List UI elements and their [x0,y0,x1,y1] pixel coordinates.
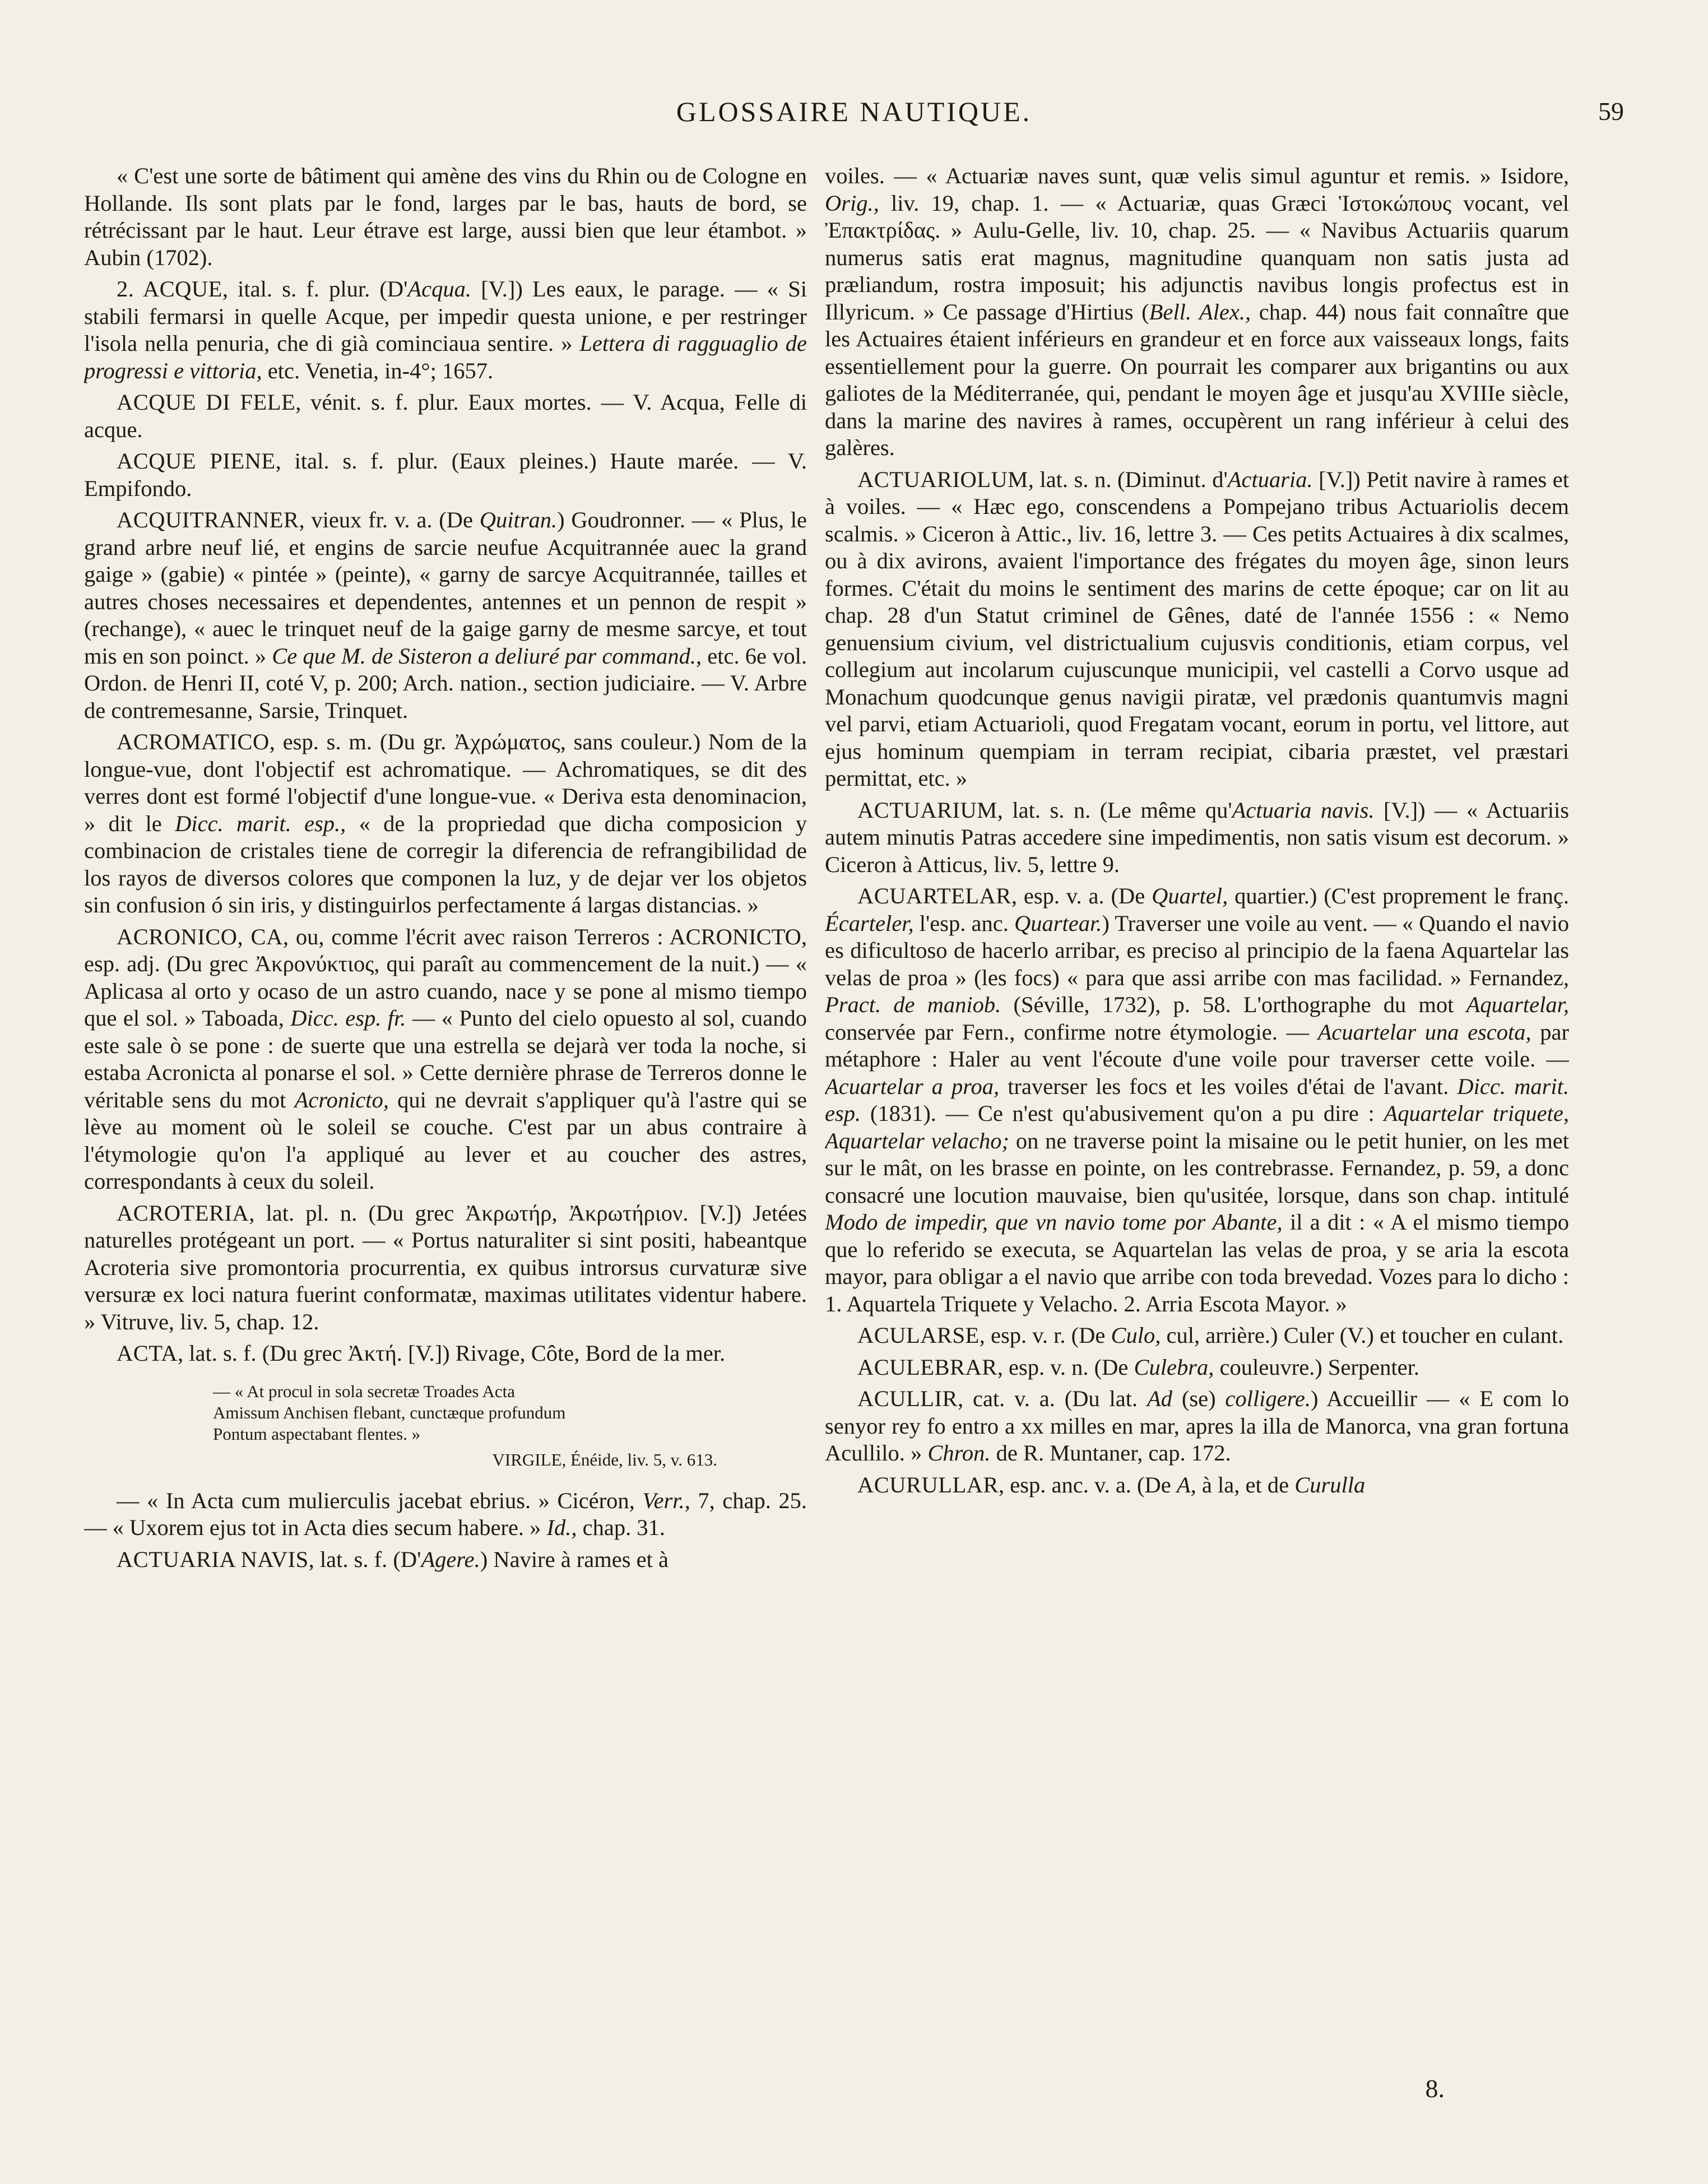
entry-actuaria-navis [84,1546,807,1574]
entry-acque [84,276,807,384]
entry-text: qui ne devrait s'appliquer qu'à l'astre qui se lève au moment où le soleil se couche. C'est par un abus contraire à l'étymologie qu'on l'a appliqué au lever et au coucher des astres, correspondants à ceux du soleil. [84,1087,807,1194]
entry-headword: ACQUE PIENE [117,448,276,474]
entry-continuation [84,163,807,271]
entry-text: « de la propriedad que dicha composicion y combinacion de cristales tiene de corregir la diferencia de refrangibilidad de los rayos de diversos colores que componen la luz, y de dejar ver los objetos sin confusion ó sin iris, y distinguirlos perfectamente á largas distancias. » [84,810,807,917]
entry-italic: Modo de impedir, que vn navio tome por Abante, [825,1209,1283,1235]
entry-text: chap. 31. [577,1515,665,1540]
entry-italic: Ad [1147,1386,1172,1411]
entry-text: (1831). — Ce n'est qu'abusivement qu'on a pu dire : [861,1101,1384,1126]
left-column [84,163,807,2068]
entry-actuaria-navis-continued [825,163,1569,462]
entry-actuarium [825,797,1569,879]
entry-italic: Écarteler, [825,910,914,936]
entry-acque-di-fele [84,389,807,443]
entry-acronico [84,924,807,1195]
entry-italic: Verr., [642,1487,690,1513]
running-header [0,95,1708,140]
entry-headword: ACQUITRANNER [117,507,299,532]
entry-italic: Quartear. [1014,910,1102,936]
entry-text: , lat. s. n. (Le même qu' [997,797,1232,823]
entry-headword: ACTA [117,1341,178,1366]
entry-italic: Culebra, [1134,1354,1214,1380]
entry-italic: Actuaria. [1227,466,1313,492]
entry-text: on ne traverse point la misaine ou le petit hunier, on les met sur le mât, on les brasse en pointe, on les contrebrasse. Fernandez, p. 59, a donc consacré une locution mauvaise, bien qu'usitée, lorsque, dans son chap. intitulé [825,1128,1569,1208]
entry-text: , esp. v. a. (De [1011,883,1152,908]
entry-acquitranner [84,507,807,724]
entry-italic: A, [1176,1472,1196,1497]
verse-quotation [213,1381,717,1471]
entry-text: par métaphore : Haler au vent l'écoute d'une voile pour traverser cette voile. — [825,1019,1569,1072]
entry-text: il a dit : « A el mismo tiempo que lo referido se executa, se Aquartelan las velas de proa, y se aria la escota mayor, para obligar a el navio que arribe con toda brevedad. Vozes para lo dicho : 1. Aquartela Triquete y Velacho. 2. Arria Escota Mayor. » [825,1209,1569,1316]
entry-headword: ACULLIR [857,1386,958,1411]
entry-italic: Dicc. marit. esp., [175,810,346,836]
entry-italic: Culo, [1111,1323,1161,1348]
verse-source: VIRGILE, Énéide, liv. 5, v. 613. [492,1449,717,1469]
entry-text: , lat. s. n. (Diminut. d' [1028,466,1228,492]
entry-text: couleuvre.) Serpenter. [1214,1354,1419,1380]
entry-text: [V.]) — « Actuariis autem minutis Patras accedere sine impedimentis, non satis visum est decorum. » Ciceron à Atticus, liv. 5, lettre 9. [825,797,1569,877]
entry-italic: Aquartelar triquete, Aquartelar velacho; [825,1101,1569,1153]
entry-text: 7, chap. 25. — « Uxorem ejus tot in Acta dies secum habere. » [84,1487,807,1540]
entry-headword: ACTUARIA NAVIS [117,1546,309,1572]
entry-headword: ACTUARIOLUM [857,466,1028,492]
entry-text: chap. 44) nous fait connaître que les Actuaires étaient inférieurs en grandeur et en force aux vaisseaux longs, faits essentiellement pour la guerre. On pourrait les comparer aux brigantins ou aux galiotes de la Méditerranée, qui, pendant le moyen âge et jusqu'au XVIIIe siècle, dans la marine des navires à rames, occupèrent un rang inférieur à celui des galères. [825,299,1569,460]
entry-headword: ACQUE DI FELE [117,389,296,415]
entry-headword: ACROMATICO [117,729,270,754]
entry-headword: ACROTERIA [117,1200,249,1226]
entry-italic: Dicc. marit. esp. [825,1073,1569,1126]
entry-acurullar [825,1472,1569,1499]
entry-text: voiles. — « Actuariæ naves sunt, quæ velis simul aguntur et remis. » Isidore, [825,163,1569,188]
entry-italic: Id., [546,1515,577,1540]
entry-headword: ACUARTELAR [857,883,1011,908]
entry-text: , vénit. s. f. plur. Eaux mortes. — V. Acqua, Felle di acque. [84,389,807,442]
entry-italic: Ce que M. de Sisteron a deliuré par command., [272,643,702,669]
entry-acroteria [84,1200,807,1336]
entry-italic: Curulla [1294,1472,1366,1497]
entry-text: ) Traverser une voile au vent. — « Quando el navio es dificultoso de hacerlo arribar, es preciso al principio de la faena Aquartelar las velas de proa » (les focs) « para que assi arribe con mas facilidad. » Fernandez, [825,910,1569,990]
entry-text: , cat. v. a. (Du lat. [958,1386,1147,1411]
entry-text: ) Goudronner. — « Plus, le grand arbre neuf lié, et engins de sarcie neufue Acquitrannée auec la grand gaige » (gabie) « pintée » (peinte), « garny de sarcye Acquitrannée, tailles et autres choses necessaires et dependentes, antennes et un pennon de respit » (rechange), « auec le trinquet neuf de la gaige garny de mesme sarcye, et tout mis en son poinct. » [84,507,807,669]
entry-italic: Quartel, [1152,883,1228,908]
entry-italic: Acronicto, [294,1087,389,1112]
entry-text: « C'est une sorte de bâtiment qui amène des vins du Rhin ou de Cologne en Hollande. Ils sont plats par le fond, larges par le bas, hauts de bord, se rétrécissant par le haut. Leur étrave est large, aussi bien que leur étambot. » Aubin (1702). [84,163,807,270]
entry-text: , vieux fr. v. a. (De [299,507,480,532]
entry-text: l'esp. anc. [913,910,1015,936]
entry-italic: Aquartelar, [1466,992,1569,1017]
entry-text: etc. 6e vol. Ordon. de Henri II, coté V, p. 200; Arch. nation., section judiciaire. — V. Arbre de contremesanne, Sarsie, Trinquet. [84,643,807,723]
entry-text: ) Navire à rames et à [480,1546,669,1572]
entry-text: [V.]) Les eaux, le parage. — « Si stabili fermarsi in quelle Acque, per impedir questa unione, e per restringer l'isola nella penuria, che di già cominciaua sentire. » [84,276,807,356]
entry-text: etc. Venetia, in-4°; 1657. [262,358,494,383]
entry-text: de R. Muntaner, cap. 172. [990,1440,1231,1466]
entry-headword: ACULARSE [857,1323,980,1348]
entry-headword: ACULEBRAR [857,1354,997,1380]
entry-actuariolum [825,466,1569,792]
entry-text: , lat. pl. n. (Du grec Ἀκρωτήρ, Ἀκρωτήριον. [V.]) Jetées naturelles protégeant un port. — « Portus naturaliter si sint positi, habeantque Acroteria sive promontoria procurrentia, ex quibus introrsus curvaturæ sive versuræ ex loci natura fuerint conformatæ, maximas utilitates videntur habere. » Vitruve, liv. 5, chap. 12. [84,1200,807,1334]
entry-italic: Acuartelar una escota, [1317,1019,1531,1045]
entry-text: , ou, comme l'écrit avec raison Terreros : ACRONICTO, esp. adj. (Du grec Ἀκρονύκτιος, qui paraît au commencement de la nuit.) — « Aplicasa al orto y ocaso de un astro cuando, nace y se pone al mismo tiempo que el sol. » Taboada, [84,924,807,1031]
entry-italic: Pract. de maniob. [825,992,1001,1017]
entry-italic: Dicc. esp. fr. [290,1005,406,1031]
entry-headword: 2. ACQUE [117,276,222,302]
entry-acta [84,1340,807,1367]
entry-italic: Chron. [927,1440,991,1466]
entry-text: , ital. s. f. plur. (D' [222,276,408,302]
entry-text: (se) [1172,1386,1226,1411]
entry-text: ) Accueillir — « E com lo senyor rey fo entro a xx milles en mar, apres la illa de Manorca, vna gran fortuna Acullilo. » [825,1386,1569,1466]
entry-aculebrar [825,1354,1569,1381]
entry-headword: ACURULLAR [857,1472,999,1497]
entry-headword: ACRONICO, CA [117,924,283,949]
entry-italic: colligere. [1225,1386,1311,1411]
entry-acta-continued [84,1487,807,1542]
entry-text: liv. 19, chap. 1. — « Actuariæ, quas Græci Ἱστοκώπους vocant, vel Ἐπακτρίδας. » Aulu-Gelle, liv. 10, chap. 25. — « Navibus Actuariis quarum numerus satis erat magnus, magnitudine quanquam non satis justa ad præliandum, rostra imposuit; his adjunctis navibus longis profectus est in Illyricum. » Ce passage d'Hirtius ( [825,190,1569,324]
entry-text: — « In Acta cum mulierculis jacebat ebrius. » Cicéron, [117,1487,643,1513]
entry-text: , lat. s. f. (D' [308,1546,421,1572]
entry-acullir [825,1385,1569,1467]
entry-text: à la, et de [1196,1472,1295,1497]
entry-acuartelar [825,883,1569,1318]
entry-italic: Lettera di ragguaglio de progressi e vittoria, [84,331,807,383]
entry-text: , esp. s. m. (Du gr. Ἀχρώματος, sans couleur.) Nom de la longue-vue, dont l'objectif est achromatique. — Achromatiques, se dit des verres dont est formé l'objectif d'une longue-vue. « Deriva esta denominacion, » dit le [84,729,807,836]
entry-text: , esp. v. r. (De [979,1323,1111,1348]
signature-mark: 8. [1425,2074,1445,2103]
entry-acromatico [84,729,807,919]
entry-text: (Séville, 1732), p. 58. L'orthographe du mot [1001,992,1466,1017]
entry-text: , ital. s. f. plur. (Eaux pleines.) Haute marée. — V. Empifondo. [84,448,807,501]
verse-line: Pontum aspectabant flentes. » [213,1423,421,1444]
entry-italic: Acqua. [407,276,472,302]
page-title: GLOSSAIRE NAUTIQUE. [676,96,1032,127]
entry-text: , esp. anc. v. a. (De [999,1472,1177,1497]
entry-text: , lat. s. f. (Du grec Ἀκτή. [V.]) Rivage, Côte, Bord de la mer. [178,1341,726,1366]
entry-acularse [825,1322,1569,1350]
entry-italic: Actuaria navis. [1232,797,1375,823]
entry-text: conservée par Fern., confirme notre étymologie. — [825,1019,1318,1045]
verse-line: Amissum Anchisen flebant, cunctæque profundum [213,1402,566,1422]
entry-text: traverser les focs et les voiles d'étai de l'avant. [999,1073,1458,1099]
entry-text: cul, arrière.) Culer (V.) et toucher en culant. [1161,1323,1564,1348]
entry-italic: Orig., [825,190,879,216]
entry-text: — « Punto del cielo opuesto al sol, cuando este sale ò se pone : de suerte que una estrella se dejarà ver toda la noche, si estaba Acronicta al ponarse el sol. » Cette dernière phrase de Terreros donne le véritable sens du mot [84,1005,807,1112]
entry-italic: Bell. Alex., [1149,299,1251,324]
entry-italic: Agere. [421,1546,480,1572]
entry-acque-piene [84,448,807,502]
entry-italic: Quitran. [479,507,558,532]
entry-text: [V.]) Petit navire à rames et à voiles. — « Hæc ego, conscendens a Pompejano tribus Actuariolis decem scalmis. » Ciceron à Attic., liv. 16, lettre 3. — Ces petits Actuaires à dix scalmes, ou à dix avirons, avaient l'importance des frégates du moyen âge, sinon leurs formes. C'était du moins le sentiment des marins de cette époque; car on lit au chap. 28 d'un Statut criminel de Gênes, daté de l'année 1556 : « Nemo genuensium civium, vel districtualium cujusvis conditionis, etiam corpus, vel collegium aut incolarum cujuscunque municipii, vel castelli a Corvo usque ad Monachum quodcunque genus navigii piratæ, vel prædonis quantumvis magni vel parvi, etiam Actuarioli, quod Fregatam vocant, eorum in portu, vel littore, aut ejus hominum quempiam in terram recipiat, cibaria præstet, vel præstari permittat, etc. » [825,466,1569,791]
right-column [825,163,1569,2068]
entry-headword: ACTUARIUM [857,797,997,823]
entry-text: , esp. v. n. (De [997,1354,1134,1380]
entry-text: quartier.) (C'est proprement le franç. [1228,883,1569,908]
page-number: 59 [1598,97,1624,126]
entry-italic: Acuartelar a proa, [825,1073,1000,1099]
verse-line: — « At procul in sola secretæ Troades Acta [213,1381,515,1401]
